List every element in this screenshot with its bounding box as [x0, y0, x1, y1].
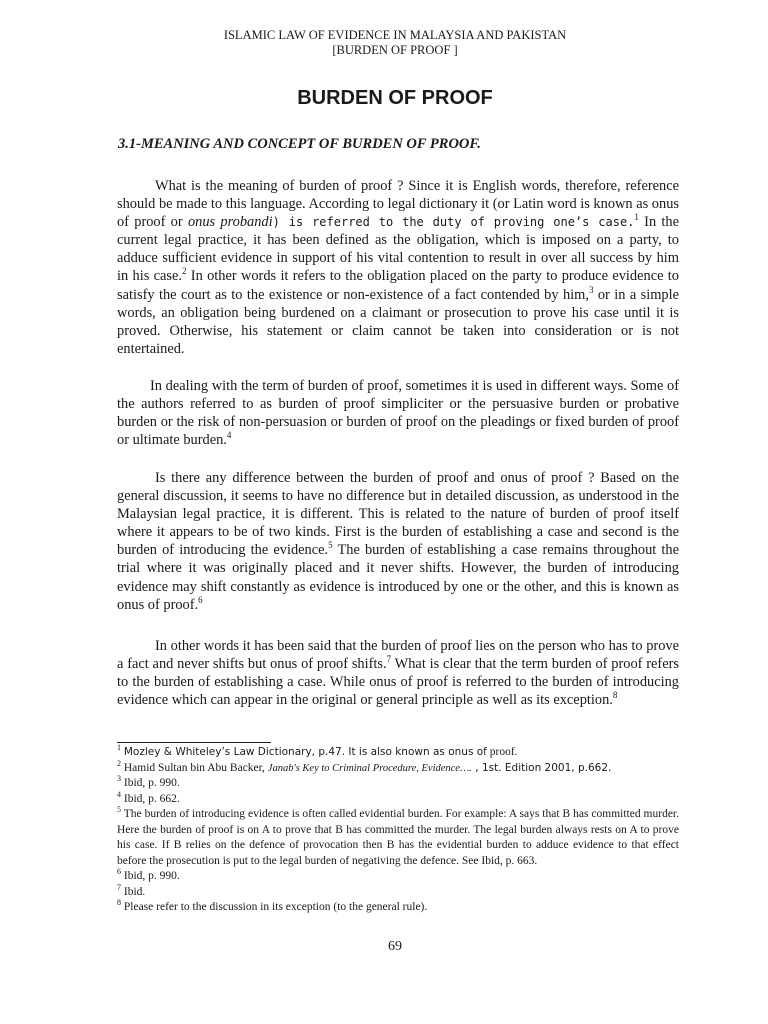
footnote-text: The burden of introducing evidence is often called evidential burden. For example: A says that B has committed murder. Here the burden of proof is on A to prove that B has committed the murder. The legal burden always rests on A to prove his case. If B relies on the defence of provocation then B has the evidential burden to adduce evidence to that effect before the prosecution is put to the legal burden of negativing the defence. See Ibid, p. 663. — [117, 808, 679, 867]
footnote-ref[interactable]: 5 — [328, 540, 333, 551]
paragraph-text: What is clear that the term burden of proof refers to the burden of establishing a case. While onus of proof is referred to the burden of introducing evidence which can appear in the original or general principle as well as its exception. — [117, 656, 679, 709]
footnote-separator — [117, 742, 271, 743]
paragraph-text: What is the meaning of burden of proof ? Since it is English words, therefore, reference should be made to this language. According to legal dictionary it (or Latin word is known as onus of proof or — [117, 178, 679, 231]
footnote-number: 6 — [117, 867, 121, 877]
footnote-item — [117, 807, 679, 869]
footnote-number: 7 — [117, 882, 121, 892]
footnote-item — [117, 900, 679, 916]
running-header — [0, 28, 768, 58]
footnote-text: , 1st. Edition 2001, p.662. — [471, 761, 612, 774]
footnote-item — [117, 789, 679, 808]
footnote-ref[interactable]: 6 — [198, 594, 203, 605]
footnote-ref[interactable]: 8 — [612, 690, 618, 701]
paragraph-text: In dealing with the term of burden of proof, sometimes it is used in different ways. Some of the authors referred to as burden of proof simpliciter or the persuasive burden or probative burden or the risk of non-persuasion or burden of proof on the pleadings or fixed burden of proof or ultimate burden. — [117, 378, 679, 449]
paragraph-text: In the current legal practice, it has been defined as the obligation, which is imposed on a party, to adduce sufficient evidence in support of his vital contention to result in over all success by him in his case. — [117, 214, 679, 285]
footnote-ref[interactable]: 1 — [634, 212, 639, 223]
footnote-number: 4 — [117, 789, 121, 799]
footnote-item — [117, 758, 679, 777]
paragraph-usage — [117, 377, 679, 449]
footnote-text: Ibid, p. 662. — [121, 792, 180, 805]
footnote-number: 1 — [117, 743, 121, 753]
footnote-text: Ibid. — [121, 885, 146, 898]
paragraph-conclusion — [117, 637, 679, 709]
footnote-number: 5 — [117, 805, 121, 815]
paragraph-text: Is there any difference between the burden of proof and onus of proof ? Based on the general discussion, it seems to have no difference but in detailed discussion, as understood in the Malaysian legal practice, it is different. This is related to the nature of burden of proof itself where it appears to be of two kinds. First is the burden of establishing a case and second is the burden of introducing the evidence. — [117, 470, 679, 559]
footnote-ref[interactable]: 2 — [181, 266, 187, 277]
footnote-text: Please refer to the discussion in its exception (to the general rule). — [121, 901, 428, 913]
footnote-ref[interactable]: 3 — [588, 284, 594, 295]
footnote-text: proof. — [486, 746, 518, 758]
paragraph-text: In other words it has been said that the burden of proof lies on the person who has to prove a fact and never shifts but onus of proof shifts. — [117, 638, 679, 673]
paragraph-difference — [117, 469, 679, 614]
paragraph-text: ) is referred to the duty of proving one’s case. — [272, 215, 635, 230]
paragraph-text: In other words it refers to the obligation placed on the party to produce evidence to satisfy the court as to the existence or non-existence of a fact contended by him, — [117, 268, 679, 303]
footnote-item — [117, 869, 679, 885]
footnote-number: 2 — [117, 758, 121, 768]
paragraph-text: The burden of establishing a case remains throughout the trial where it was originally placed and it never shifts. However, the burden of introducing evidence may shift constantly as evidence is introduced by one or the other, and this is known as onus of proof. — [117, 542, 679, 613]
footnote-ref[interactable]: 7 — [386, 654, 392, 665]
section-heading: 3.1-MEANING AND CONCEPT OF BURDEN OF PROOF. — [118, 136, 481, 152]
footnote-item — [117, 745, 679, 761]
footnote-item — [117, 882, 679, 901]
paragraph-meaning — [117, 177, 679, 358]
footnote-item — [117, 776, 679, 792]
footnote-number: 8 — [117, 898, 121, 908]
book-title: Janab's Key to Criminal Procedure, Evidence…. — [267, 762, 472, 774]
paragraph-text: or in a simple words, an obligation being burdened on a claimant or prosecution to prove his case until it is proved. Otherwise, his statement or claim cannot be taken into consideration or is not entertained. — [117, 286, 679, 357]
page-number: 69 — [388, 939, 402, 954]
footnote-text: Hamid Sultan bin Abu Backer, — [121, 761, 268, 774]
footnote-text: Ibid, p. 990. — [121, 777, 180, 789]
running-header-subtitle: [BURDEN OF PROOF ] — [332, 43, 458, 57]
footnote-number: 3 — [117, 774, 121, 784]
footnote-text: Ibid, p. 990. — [121, 870, 180, 882]
footnote-text: Mozley & Whiteley’s Law Dictionary, p.47. It is also known as onus of — [123, 746, 487, 758]
running-header-title: ISLAMIC LAW OF EVIDENCE IN MALAYSIA AND PAKISTAN — [223, 28, 567, 42]
footnotes — [117, 745, 679, 916]
latin-term: onus probandi — [187, 214, 273, 231]
footnote-ref[interactable]: 4 — [226, 430, 232, 441]
chapter-title: BURDEN OF PROOF — [297, 87, 493, 109]
